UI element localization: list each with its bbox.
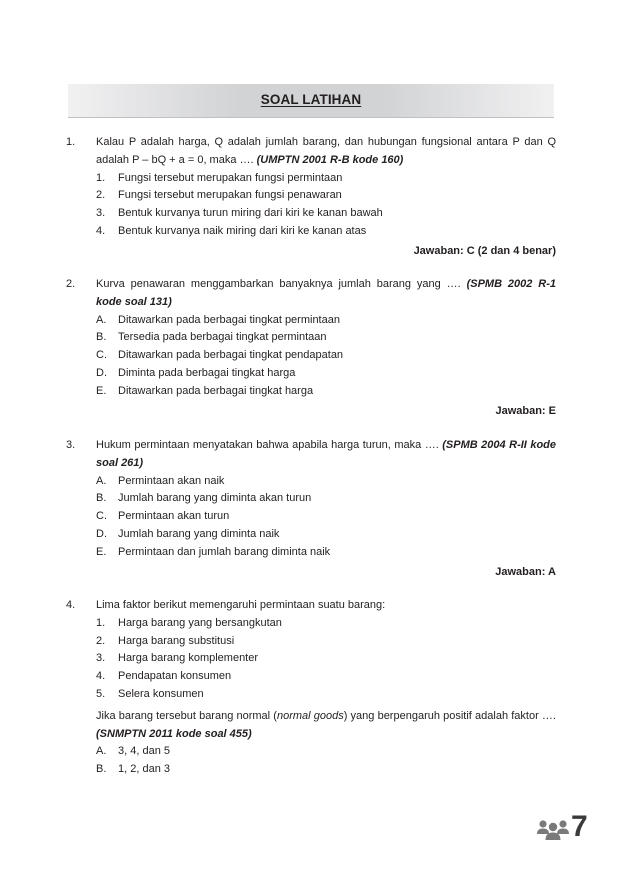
list-item xyxy=(96,508,556,526)
option-text: Permintaan akan turun xyxy=(118,510,230,523)
page-footer xyxy=(536,812,586,846)
option-label: B. xyxy=(96,331,107,344)
page-number: 7 xyxy=(571,810,588,843)
option-text: Permintaan dan jumlah barang diminta naik xyxy=(118,545,331,558)
factor-label: 1. xyxy=(96,616,106,629)
option-text: Jumlah barang yang diminta naik xyxy=(118,527,280,540)
option-label: E. xyxy=(96,545,107,558)
factor-label: 3. xyxy=(96,652,106,665)
answer-key: Jawaban: E xyxy=(495,404,556,417)
question-text: Kurva penawaran menggambarkan banyaknya jumlah barang yang …. xyxy=(96,278,461,290)
option-label: E. xyxy=(96,384,107,397)
answer-key: Jawaban: A xyxy=(495,565,556,578)
option-label: 3. xyxy=(96,207,106,220)
question-stem xyxy=(96,437,556,473)
option-label: 2. xyxy=(96,189,106,202)
list-item xyxy=(96,473,556,491)
factor-text: Harga barang yang bersangkutan xyxy=(118,616,282,629)
factor-text: Harga barang substitusi xyxy=(118,634,235,647)
answer-key: Jawaban: C (2 dan 4 benar) xyxy=(413,244,556,257)
list-item xyxy=(96,761,556,779)
option-label: A. xyxy=(96,474,107,487)
option-text: Fungsi tersebut merupakan fungsi permintaan xyxy=(118,171,343,184)
question-stem xyxy=(96,597,556,615)
question-source: (SPMB 2002 R-1 kode soal 131) xyxy=(96,278,556,308)
question-1 xyxy=(66,134,556,261)
list-item xyxy=(96,383,556,401)
question-2 xyxy=(66,276,556,420)
factor-text: Selera konsumen xyxy=(118,687,204,700)
question-source: (UMPTN 2001 R-B kode 160) xyxy=(256,153,404,166)
list-item xyxy=(96,743,556,761)
list-item xyxy=(96,365,556,383)
list-item xyxy=(96,329,556,347)
option-text: Ditawarkan pada berbagai tingkat harga xyxy=(118,384,314,397)
question-number: 4. xyxy=(66,599,76,611)
list-item xyxy=(96,650,556,668)
question-text: Lima faktor berikut memengaruhi permintaan suatu barang: xyxy=(96,599,386,611)
list-item xyxy=(96,205,556,223)
question-number: 1. xyxy=(66,136,76,148)
option-text: Ditawarkan pada berbagai tingkat pendapatan xyxy=(118,349,344,362)
option-text: Permintaan akan naik xyxy=(118,474,225,487)
option-label: B. xyxy=(96,492,107,505)
list-item xyxy=(96,615,556,633)
option-label: D. xyxy=(96,366,107,379)
option-label: B. xyxy=(96,763,107,776)
question-followup xyxy=(96,708,556,744)
factor-text: Pendapatan konsumen xyxy=(118,670,232,683)
list-item xyxy=(96,223,556,241)
option-text: Ditawarkan pada berbagai tingkat permintaan xyxy=(118,313,340,326)
list-item xyxy=(96,187,556,205)
question-source: (SPMB 2004 R-II kode soal 261) xyxy=(96,439,556,469)
option-label: C. xyxy=(96,349,107,362)
option-text: Bentuk kurvanya naik miring dari kiri ke kanan atas xyxy=(118,224,367,237)
option-text: 3, 4, dan 5 xyxy=(118,745,170,758)
section-header-bar xyxy=(68,84,554,118)
question-number: 3. xyxy=(66,439,76,451)
option-text: Jumlah barang yang diminta akan turun xyxy=(118,492,312,505)
option-text: Fungsi tersebut merupakan fungsi penawaran xyxy=(118,189,342,202)
people-group-icon xyxy=(536,818,570,842)
followup-text-end: ) yang berpengaruh positif adalah faktor …. xyxy=(343,709,556,722)
followup-italic-term: normal goods xyxy=(276,709,344,722)
list-item xyxy=(96,312,556,330)
option-text: Tersedia pada berbagai tingkat permintaan xyxy=(118,331,327,344)
list-item xyxy=(96,526,556,544)
section-title: SOAL LATIHAN xyxy=(260,92,362,107)
factor-label: 5. xyxy=(96,687,106,700)
list-item xyxy=(96,668,556,686)
option-label: A. xyxy=(96,313,107,326)
list-item xyxy=(96,686,556,704)
question-text: Hukum permintaan menyatakan bahwa apabila harga turun, maka …. xyxy=(96,439,439,451)
factor-label: 4. xyxy=(96,670,106,683)
question-text: Kalau P adalah harga, Q adalah jumlah barang, dan hubungan fungsional antara P dan Q adalah P – bQ + a = 0, maka …. xyxy=(96,136,556,166)
factor-label: 2. xyxy=(96,634,106,647)
question-4 xyxy=(66,597,556,779)
option-text: Diminta pada berbagai tingkat harga xyxy=(118,366,296,379)
list-item xyxy=(96,544,556,562)
option-label: C. xyxy=(96,510,107,523)
list-item xyxy=(96,347,556,365)
factor-text: Harga barang komplementer xyxy=(118,652,259,665)
followup-text-start: Jika barang tersebut barang normal ( xyxy=(96,709,277,722)
question-stem xyxy=(96,276,556,312)
option-text: Bentuk kurvanya turun miring dari kiri ke kanan bawah xyxy=(118,207,383,220)
option-label: D. xyxy=(96,527,107,540)
option-label: 4. xyxy=(96,224,106,237)
list-item xyxy=(96,490,556,508)
list-item xyxy=(96,170,556,188)
option-text: 1, 2, dan 3 xyxy=(118,763,170,776)
question-number: 2. xyxy=(66,278,76,290)
option-label: A. xyxy=(96,745,107,758)
option-label: 1. xyxy=(96,171,106,184)
question-stem xyxy=(96,134,556,170)
list-item xyxy=(96,633,556,651)
question-3 xyxy=(66,437,556,581)
question-source: (SNMPTN 2011 kode soal 455) xyxy=(96,727,252,740)
